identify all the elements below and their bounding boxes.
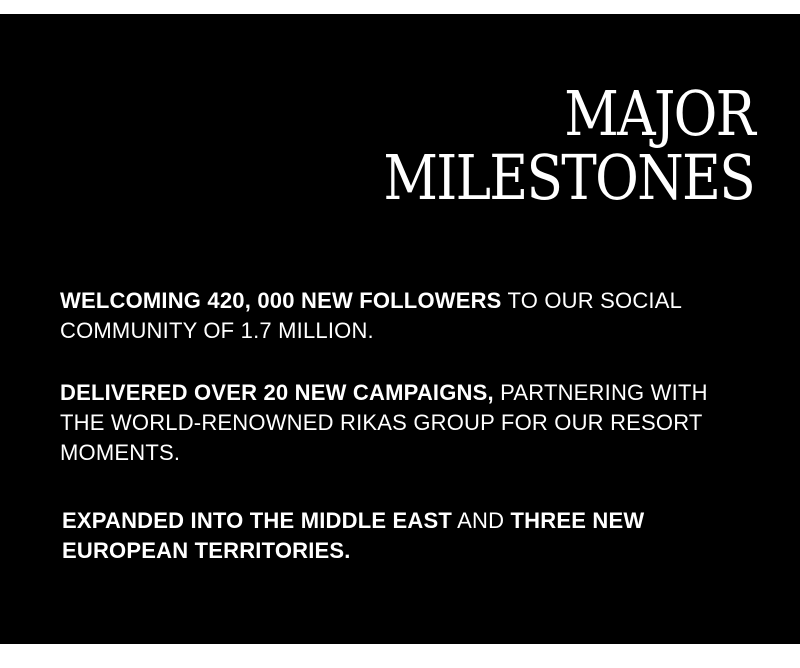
milestone-followers [60, 286, 700, 346]
milestone-campaigns [60, 378, 720, 468]
milestone-campaigns-highlight: DELIVERED OVER 20 NEW CAMPAIGNS, [60, 380, 494, 405]
milestone-expansion-highlight-2: THREE NEW EUROPEAN TERRITORIES. [62, 508, 645, 563]
milestone-campaigns-text: PARTNERING WITH THE WORLD-RENOWNED RIKAS GROUP FOR OUR RESORT MOMENTS. [60, 380, 708, 465]
milestone-expansion-highlight-1: EXPANDED INTO THE MIDDLE EAST [62, 508, 453, 533]
milestones-panel [0, 14, 800, 644]
milestone-followers-highlight: WELCOMING 420, 000 NEW FOLLOWERS [60, 288, 502, 313]
milestone-expansion-text: AND [452, 508, 511, 533]
milestone-followers-text: TO OUR SOCIAL COMMUNITY OF 1.7 MILLION. [60, 288, 682, 343]
page-title [383, 77, 754, 214]
milestone-expansion [62, 506, 742, 566]
title-line-2: MILESTONES [383, 141, 754, 214]
title-line-1: MAJOR [564, 77, 754, 150]
